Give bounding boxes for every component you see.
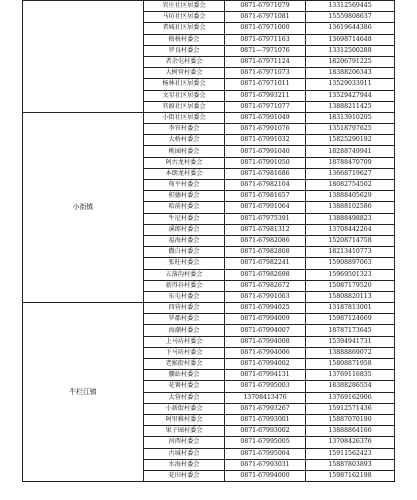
landline-cell: 0871-67994007	[225, 325, 306, 336]
landline-cell: 0871-67971000	[225, 23, 306, 34]
landline-cell: 0871-67982086	[225, 235, 306, 246]
mobile-cell: 18787173645	[306, 325, 395, 336]
village-name-cell: 阿古龙村委会	[144, 157, 225, 168]
village-name-cell: 杨林社区居委会	[144, 79, 225, 90]
town-cell: 小街镇	[23, 112, 144, 302]
village-name-cell: 罗郡村委会	[144, 314, 225, 325]
mobile-cell: 13888498823	[306, 213, 395, 224]
mobile-cell: 15887070190	[306, 414, 395, 425]
landline-cell: 0871-67993211	[225, 90, 306, 101]
landline-cell: 0871-67991076	[225, 124, 306, 135]
table-row	[23, 1, 395, 12]
landline-cell: 0871-67993267	[225, 403, 306, 414]
village-name-cell: 文星社区居委会	[144, 90, 225, 101]
village-name-cell: 小街社区居委会	[144, 112, 225, 123]
village-name-cell: 小新街村委会	[144, 403, 225, 414]
landline-cell: 0871-67991032	[225, 135, 306, 146]
landline-cell: 0871-67975391	[225, 213, 306, 224]
mobile-cell: 13668719627	[306, 168, 395, 179]
village-name-cell: 河西村委会	[144, 437, 225, 448]
landline-cell: 0871-67982698	[225, 269, 306, 280]
mobile-cell: 15808820113	[306, 291, 395, 302]
landline-cell: 0871-67991050	[225, 157, 306, 168]
mobile-cell: 13888869072	[306, 347, 395, 358]
mobile-cell: 13769116835	[306, 370, 395, 381]
landline-cell: 0871-67982104	[225, 180, 306, 191]
landline-cell: 0871-67971011	[225, 79, 306, 90]
village-name-cell: 花田村委会	[144, 470, 225, 481]
landline-cell: 0871-67971079	[225, 1, 306, 12]
village-name-cell: 五落沟村委会	[144, 269, 225, 280]
mobile-cell: 18388206343	[306, 68, 395, 79]
village-name-cell: 哈前村委会	[144, 202, 225, 213]
village-name-cell: 张旺村委会	[144, 258, 225, 269]
village-name-cell: 牛尼村委会	[144, 213, 225, 224]
landline-cell: 0871-67991040	[225, 146, 306, 157]
table-row	[23, 112, 395, 123]
village-name-cell: 官渡社区居委会	[144, 101, 225, 112]
mobile-cell: 15825290192	[306, 135, 395, 146]
landline-cell: 0871-67981657	[225, 191, 306, 202]
landline-cell: 0871-67994009	[225, 314, 306, 325]
contact-table	[22, 0, 395, 482]
landline-cell: 0871-67981686	[225, 168, 306, 179]
town-cell	[23, 1, 144, 113]
landline-cell: 0871-67994002	[225, 359, 306, 370]
mobile-cell: 15908897063	[306, 258, 395, 269]
landline-cell: 0871-67994008	[225, 336, 306, 347]
mobile-cell: 13888864166	[306, 426, 395, 437]
village-name-cell: 大营村委会	[144, 392, 225, 403]
mobile-cell: 15087179520	[306, 280, 395, 291]
landline-cell: 0871-67982672	[225, 280, 306, 291]
village-name-cell: 官庄社区居委会	[144, 1, 225, 12]
mobile-cell: 13708442264	[306, 224, 395, 235]
village-name-cell: 上马坊村委会	[144, 336, 225, 347]
village-name-cell: 李官村委会	[144, 124, 225, 135]
mobile-cell: 18313910205	[306, 112, 395, 123]
village-name-cell: 大树营村委会	[144, 68, 225, 79]
village-name-cell: 甸平村委会	[144, 180, 225, 191]
landline-cell: 0871-67971124	[225, 56, 306, 67]
town-cell: 牛栏江镇	[23, 303, 144, 482]
mobile-cell: 18388286554	[306, 381, 395, 392]
village-name-cell: 老猴街村委会	[144, 359, 225, 370]
table-row	[23, 303, 395, 314]
landline-cell: 0871-67995005	[225, 437, 306, 448]
mobile-cell: 13518797625	[306, 124, 395, 135]
village-name-cell: 阿里雅村委会	[144, 414, 225, 425]
mobile-cell: 13312500288	[306, 45, 395, 56]
landline-cell: 0871-67994025	[225, 303, 306, 314]
mobile-cell: 13888405629	[306, 191, 395, 202]
mobile-cell: 13888211425	[306, 101, 395, 112]
village-name-cell: 福海村委会	[144, 235, 225, 246]
village-name-cell: 本朗龙村委会	[144, 168, 225, 179]
mobile-cell: 15912571436	[306, 403, 395, 414]
mobile-cell: 15969501323	[306, 269, 395, 280]
village-name-cell: 积德村委会	[144, 191, 225, 202]
mobile-cell: 13312569445	[306, 1, 395, 12]
mobile-cell: 15394941731	[306, 336, 395, 347]
village-name-cell: 大桥村委会	[144, 135, 225, 146]
village-name-cell: 撒白村委会	[144, 247, 225, 258]
mobile-cell: 13888102586	[306, 202, 395, 213]
landline-cell: 0871-67993002	[225, 426, 306, 437]
mobile-cell: 13769162906	[306, 392, 395, 403]
mobile-cell: 18788470709	[306, 157, 395, 168]
village-name-cell: 马坊社区居委会	[144, 12, 225, 23]
village-name-cell: 水海村委会	[144, 459, 225, 470]
mobile-cell: 15808871958	[306, 359, 395, 370]
mobile-cell: 13698714648	[306, 34, 395, 45]
mobile-cell: 18082754502	[306, 180, 395, 191]
mobile-cell: 15911562423	[306, 448, 395, 459]
landline-cell: 0871-67982241	[225, 258, 306, 269]
village-name-cell: 格税村委会	[144, 34, 225, 45]
mobile-cell: 13529033911	[306, 79, 395, 90]
landline-cell: 0871-67993001	[225, 414, 306, 425]
mobile-cell: 13619644386	[306, 23, 395, 34]
landline-cell: 0871-67993031	[225, 459, 306, 470]
mobile-cell: 15987124669	[306, 314, 395, 325]
landline-cell: 0871-67971073	[225, 68, 306, 79]
mobile-cell: 15208714758	[306, 235, 395, 246]
landline-cell: 0871-67981312	[225, 224, 306, 235]
village-name-cell: 溪郎村委会	[144, 224, 225, 235]
landline-cell: 0871-67994000	[225, 470, 306, 481]
landline-cell: 0871-67994006	[225, 347, 306, 358]
village-name-cell: 果子园村委会	[144, 426, 225, 437]
landline-cell: 0871-67971077	[225, 101, 306, 112]
village-name-cell: 东屯村委会	[144, 291, 225, 302]
mobile-cell: 13187813001	[306, 303, 395, 314]
landline-cell: 0871-67995003	[225, 381, 306, 392]
mobile-cell: 18288749941	[306, 146, 395, 157]
village-name-cell: 腰站村委会	[144, 370, 225, 381]
village-name-cell: 海潮村委会	[144, 325, 225, 336]
landline-cell: 0871-67991064	[225, 202, 306, 213]
village-name-cell: 罗良村委会	[144, 45, 225, 56]
landline-cell: 0871-67991049	[225, 112, 306, 123]
village-name-cell: 四营村委会	[144, 303, 225, 314]
village-name-cell: 花箐村委会	[144, 381, 225, 392]
landline-cell: 0871-67994131	[225, 370, 306, 381]
mobile-cell: 18206791225	[306, 56, 395, 67]
contact-table-body	[23, 1, 395, 482]
mobile-cell: 13529427944	[306, 90, 395, 101]
mobile-cell: 13708426376	[306, 437, 395, 448]
mobile-cell: 15987162198	[306, 470, 395, 481]
mobile-cell: 18213410773	[306, 247, 395, 258]
village-name-cell: 古城村委会	[144, 448, 225, 459]
landline-cell: 0871-67982808	[225, 247, 306, 258]
landline-cell: 0871-67971081	[225, 12, 306, 23]
mobile-cell: 15559808637	[306, 12, 395, 23]
landline-cell: 0871-67995004	[225, 448, 306, 459]
village-name-cell: 桃园村委会	[144, 146, 225, 157]
village-name-cell: 新得谷村委会	[144, 280, 225, 291]
landline-cell: 0871-67971163	[225, 34, 306, 45]
village-name-cell: 者余屯村委会	[144, 56, 225, 67]
village-name-cell: 者城社区居委会	[144, 23, 225, 34]
landline-cell: 13708413476	[225, 392, 306, 403]
mobile-cell: 15887803893	[306, 459, 395, 470]
landline-cell: 0871-67991063	[225, 291, 306, 302]
landline-cell: 0871—7971076	[225, 45, 306, 56]
village-name-cell: 下马坊村委会	[144, 347, 225, 358]
